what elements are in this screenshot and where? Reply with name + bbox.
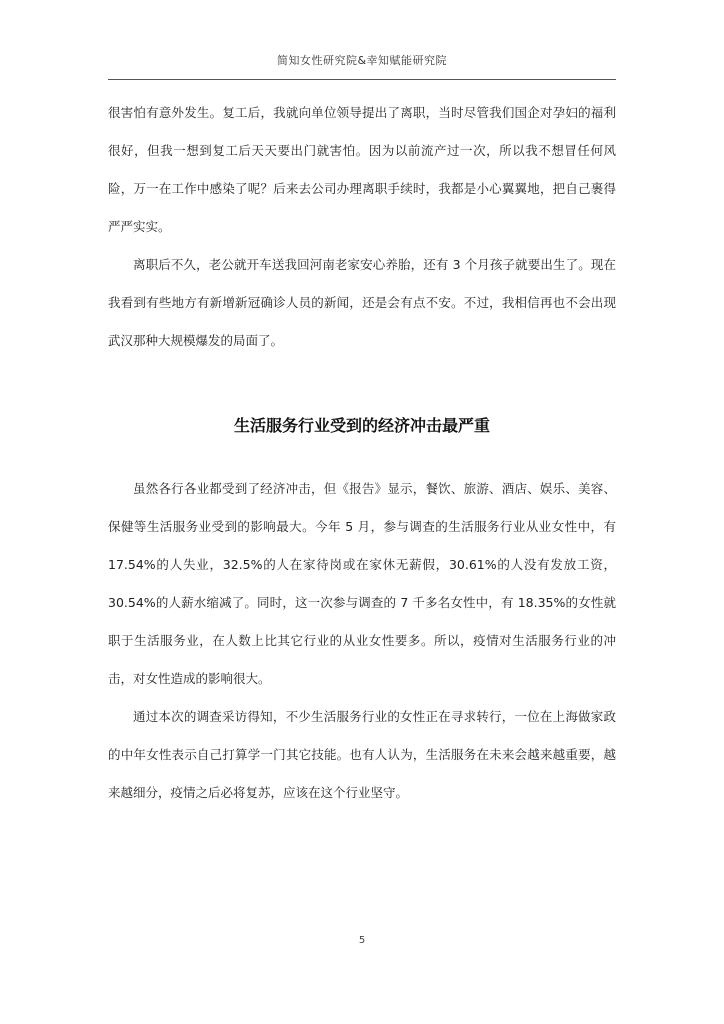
page-number: 5 (358, 935, 366, 946)
paragraph: 离职后不久，老公就开车送我回河南老家安心养胎，还有 3 个月孩子就要出生了。现在我看到有些地方有新增新冠确诊人员的新闻，还是会有点不安。不过，我相信再也不会出现武汉那种大规模爆发的局面了。 (108, 257, 616, 348)
document-body (108, 94, 616, 812)
paragraph: 通过本次的调查采访得知，不少生活服务行业的女性正在寻求转行，一位在上海做家政的中年女性表示自己打算学一门其它技能。也有人认为，生活服务在未来会越来越重要，越来越细分，疫情之后必将复苏，应该在这个行业坚守。 (108, 709, 616, 800)
paragraph-continued: 很害怕有意外发生。复工后，我就向单位领导提出了离职，当时尽管我们国企对孕妇的福利很好，但我一想到复工后天天要出门就害怕。因为以前流产过一次，所以我不想冒任何风险，万一在工作中感染了呢？后来去公司办理离职手续时，我都是小心翼翼地，把自己裹得严严实实。 (108, 105, 616, 234)
header-divider (108, 79, 616, 80)
page-header: 简知女性研究院&幸知赋能研究院 (276, 54, 448, 67)
paragraph: 虽然各行各业都受到了经济冲击，但《报告》显示，餐饮、旅游、酒店、娱乐、美容、保健等生活服务业受到的影响最大。今年 5 月，参与调查的生活服务行业从业女性中，有17.54%的人失业，32.5%的人在家待岗或在家休无薪假，30.61%的人没有发放工资，30.54%的人薪水缩减了。同时，这一次参与调查的 7 千多名女性中，有 18.35%的女性就职于生活服务业，在人数上比其它行业的从业女性要多。所以，疫情对生活服务行业的冲击，对女性造成的影响很大。 (108, 481, 616, 686)
section-title: 生活服务行业受到的经济冲击最严重 (233, 416, 490, 435)
